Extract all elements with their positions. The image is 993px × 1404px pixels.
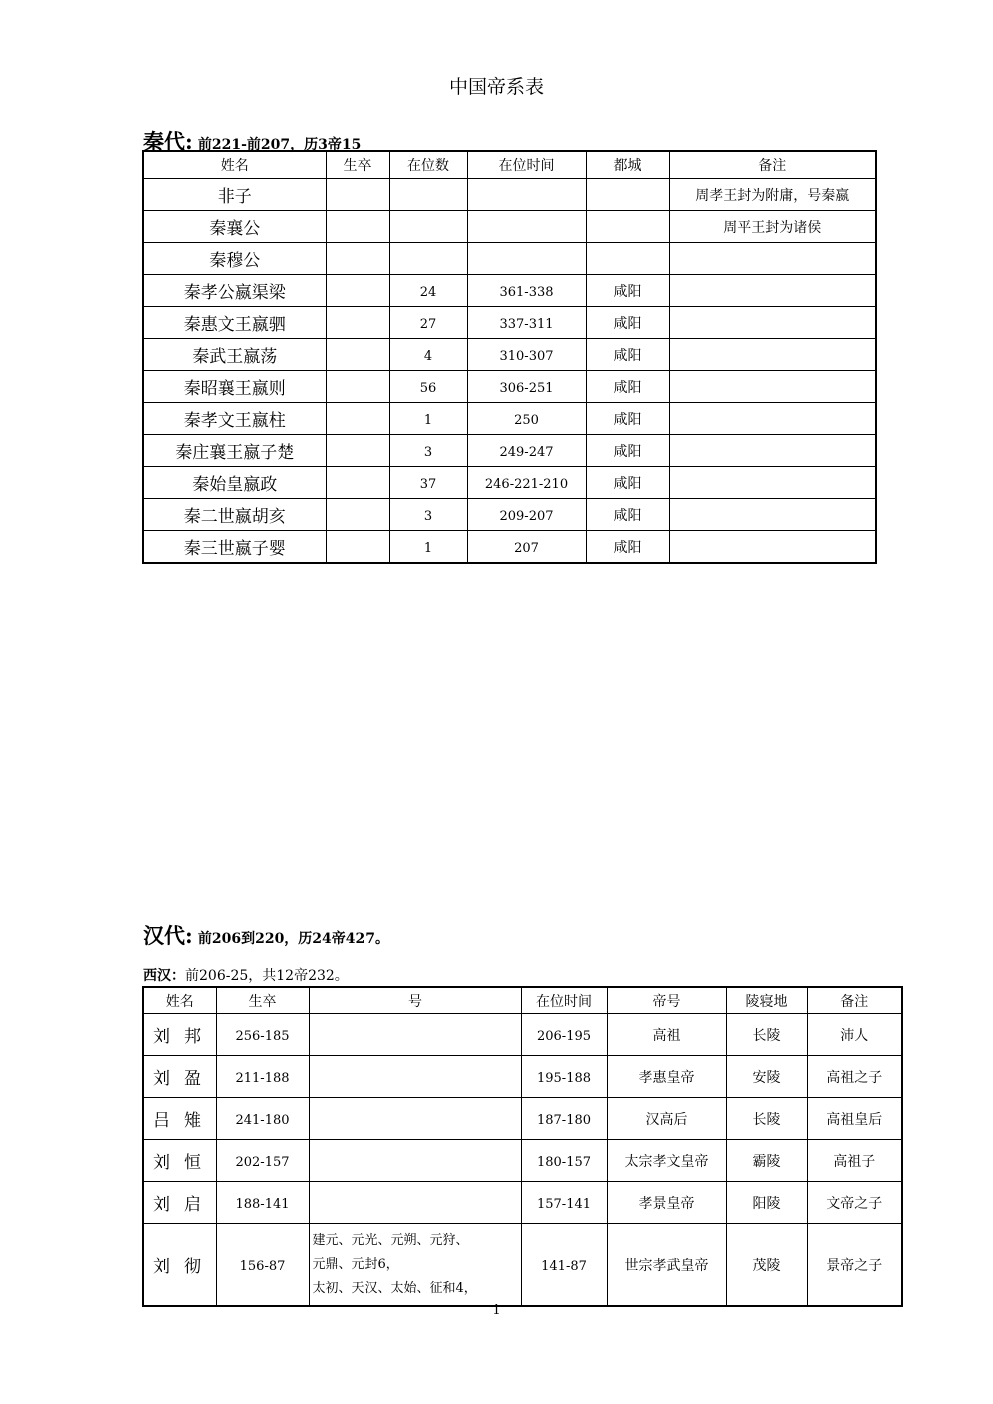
han-cell-title: 世宗孝武皇帝	[607, 1224, 726, 1307]
qin-cell-capital: 咸阳	[586, 403, 669, 435]
han-era-line: 元鼎、元封6，	[312, 1256, 399, 1272]
qin-cell-name: 秦穆公	[143, 243, 326, 275]
han-emperor-table	[142, 986, 903, 1307]
han-cell-note: 高祖之子	[807, 1056, 902, 1098]
han-cell-name: 刘彻	[143, 1224, 216, 1307]
qin-cell-name: 秦昭襄王嬴则	[143, 371, 326, 403]
qin-cell-name: 秦三世嬴子婴	[143, 531, 326, 564]
han-cell-note: 沛人	[807, 1014, 902, 1056]
qin-cell-name: 秦惠文王嬴驷	[143, 307, 326, 339]
han-cell-title: 孝景皇帝	[607, 1182, 726, 1224]
qin-cell-capital	[586, 243, 669, 275]
qin-table-row	[143, 371, 876, 403]
qin-cell-life	[326, 179, 389, 211]
han-cell-note: 景帝之子	[807, 1224, 902, 1307]
qin-cell-capital: 咸阳	[586, 307, 669, 339]
han-column-header: 在位时间	[521, 987, 607, 1014]
qin-cell-capital: 咸阳	[586, 467, 669, 499]
qin-cell-name: 秦庄襄王嬴子楚	[143, 435, 326, 467]
han-cell-period: 187-180	[521, 1098, 607, 1140]
qin-cell-life	[326, 403, 389, 435]
han-cell-period: 206-195	[521, 1014, 607, 1056]
qin-cell-period: 306-251	[467, 371, 586, 403]
han-cell-tomb: 茂陵	[726, 1224, 807, 1307]
han-cell-era	[309, 1140, 521, 1182]
qin-cell-note	[669, 243, 876, 275]
qin-cell-period	[467, 179, 586, 211]
qin-cell-life	[326, 499, 389, 531]
qin-cell-capital	[586, 211, 669, 243]
qin-table-row	[143, 243, 876, 275]
qin-table-row	[143, 211, 876, 243]
han-cell-period: 180-157	[521, 1140, 607, 1182]
han-cell-note: 高祖皇后	[807, 1098, 902, 1140]
han-era-line: 建元、元光、元朔、元狩、	[312, 1232, 469, 1248]
han-cell-title: 汉高后	[607, 1098, 726, 1140]
han-cell-tomb: 长陵	[726, 1014, 807, 1056]
qin-table-row	[143, 499, 876, 531]
qin-cell-years: 4	[389, 339, 467, 371]
han-cell-tomb: 安陵	[726, 1056, 807, 1098]
qin-column-header: 在位时间	[467, 151, 586, 179]
han-cell-period: 157-141	[521, 1182, 607, 1224]
han-cell-life: 211-188	[216, 1056, 309, 1098]
qin-cell-note	[669, 403, 876, 435]
qin-cell-note	[669, 531, 876, 564]
qin-cell-life	[326, 371, 389, 403]
qin-table-row	[143, 435, 876, 467]
qin-table-row	[143, 307, 876, 339]
qin-cell-life	[326, 243, 389, 275]
han-table-row	[143, 1098, 902, 1140]
han-cell-period: 141-87	[521, 1224, 607, 1307]
qin-cell-period: 249-247	[467, 435, 586, 467]
han-cell-title: 高祖	[607, 1014, 726, 1056]
han-heading-range: 前206到220，历24帝427。	[197, 931, 390, 947]
qin-cell-name: 秦孝公嬴渠梁	[143, 275, 326, 307]
han-column-header: 备注	[807, 987, 902, 1014]
han-column-header: 陵寝地	[726, 987, 807, 1014]
qin-cell-life	[326, 211, 389, 243]
qin-cell-note	[669, 435, 876, 467]
han-cell-life: 256-185	[216, 1014, 309, 1056]
qin-cell-note	[669, 275, 876, 307]
han-cell-note: 高祖子	[807, 1140, 902, 1182]
han-cell-life: 188-141	[216, 1182, 309, 1224]
qin-cell-name: 秦武王嬴荡	[143, 339, 326, 371]
qin-cell-life	[326, 435, 389, 467]
qin-column-header: 生卒	[326, 151, 389, 179]
han-table-row	[143, 1140, 902, 1182]
han-cell-life: 156-87	[216, 1224, 309, 1307]
han-cell-name: 刘盈	[143, 1056, 216, 1098]
qin-column-header: 姓名	[143, 151, 326, 179]
qin-table-row	[143, 467, 876, 499]
han-column-header: 号	[309, 987, 521, 1014]
han-cell-era	[309, 1224, 521, 1307]
qin-cell-note	[669, 371, 876, 403]
han-cell-title: 太宗孝文皇帝	[607, 1140, 726, 1182]
qin-cell-name: 秦二世嬴胡亥	[143, 499, 326, 531]
qin-cell-period: 337-311	[467, 307, 586, 339]
han-cell-name: 刘启	[143, 1182, 216, 1224]
western-han-subheading	[143, 965, 349, 985]
qin-cell-capital: 咸阳	[586, 371, 669, 403]
qin-cell-life	[326, 275, 389, 307]
han-column-header: 姓名	[143, 987, 216, 1014]
han-heading-label: 汉代:	[143, 923, 193, 948]
han-table-row	[143, 1224, 902, 1307]
han-cell-life: 241-180	[216, 1098, 309, 1140]
han-era-line: 太初、天汉、太始、征和4，	[312, 1280, 477, 1296]
han-cell-title: 孝惠皇帝	[607, 1056, 726, 1098]
han-column-header: 生卒	[216, 987, 309, 1014]
han-cell-life: 202-157	[216, 1140, 309, 1182]
qin-cell-note	[669, 499, 876, 531]
han-table-row	[143, 1014, 902, 1056]
han-cell-name: 刘邦	[143, 1014, 216, 1056]
qin-emperor-table	[142, 150, 877, 564]
qin-heading-range: 前221-前207，历3帝15	[197, 137, 362, 153]
qin-cell-years: 24	[389, 275, 467, 307]
qin-cell-years: 3	[389, 435, 467, 467]
qin-cell-years: 1	[389, 531, 467, 564]
qin-cell-note	[669, 307, 876, 339]
han-table-header	[143, 987, 902, 1014]
qin-table-row	[143, 339, 876, 371]
qin-cell-name: 秦始皇嬴政	[143, 467, 326, 499]
qin-cell-years: 1	[389, 403, 467, 435]
qin-cell-capital: 咸阳	[586, 339, 669, 371]
western-han-label: 西汉：	[143, 968, 185, 984]
han-cell-tomb: 阳陵	[726, 1182, 807, 1224]
qin-table-row	[143, 179, 876, 211]
qin-cell-period	[467, 243, 586, 275]
qin-cell-capital: 咸阳	[586, 275, 669, 307]
han-cell-note: 文帝之子	[807, 1182, 902, 1224]
qin-cell-note: 周孝王封为附庸，号秦嬴	[669, 179, 876, 211]
qin-table-row	[143, 275, 876, 307]
han-cell-tomb: 长陵	[726, 1098, 807, 1140]
qin-cell-capital: 咸阳	[586, 435, 669, 467]
qin-table-row	[143, 403, 876, 435]
han-cell-tomb: 霸陵	[726, 1140, 807, 1182]
qin-cell-period: 207	[467, 531, 586, 564]
han-cell-period: 195-188	[521, 1056, 607, 1098]
han-cell-era	[309, 1098, 521, 1140]
han-heading	[143, 920, 389, 950]
han-cell-era	[309, 1014, 521, 1056]
qin-table-header	[143, 151, 876, 179]
han-table-row	[143, 1182, 902, 1224]
qin-cell-capital	[586, 179, 669, 211]
qin-cell-years	[389, 211, 467, 243]
qin-cell-years: 27	[389, 307, 467, 339]
han-cell-era	[309, 1056, 521, 1098]
qin-cell-period: 246-221-210	[467, 467, 586, 499]
qin-cell-note	[669, 339, 876, 371]
qin-cell-note	[669, 467, 876, 499]
qin-cell-years	[389, 179, 467, 211]
qin-cell-life	[326, 467, 389, 499]
western-han-range: 前206-25，共12帝232。	[185, 968, 349, 984]
han-cell-name: 吕雉	[143, 1098, 216, 1140]
qin-column-header: 备注	[669, 151, 876, 179]
qin-cell-years	[389, 243, 467, 275]
han-cell-name: 刘恒	[143, 1140, 216, 1182]
qin-column-header: 在位数	[389, 151, 467, 179]
qin-cell-life	[326, 531, 389, 564]
qin-table-row	[143, 531, 876, 564]
han-cell-era	[309, 1182, 521, 1224]
qin-cell-name: 非子	[143, 179, 326, 211]
han-table-row	[143, 1056, 902, 1098]
qin-cell-life	[326, 339, 389, 371]
qin-cell-years: 3	[389, 499, 467, 531]
page-number: 1	[492, 1303, 501, 1318]
qin-cell-name: 秦孝文王嬴柱	[143, 403, 326, 435]
han-column-header: 帝号	[607, 987, 726, 1014]
qin-cell-capital: 咸阳	[586, 531, 669, 564]
qin-cell-years: 37	[389, 467, 467, 499]
qin-cell-period: 250	[467, 403, 586, 435]
qin-cell-period: 310-307	[467, 339, 586, 371]
qin-cell-capital: 咸阳	[586, 499, 669, 531]
page-title: 中国帝系表	[448, 76, 544, 98]
qin-cell-period	[467, 211, 586, 243]
qin-heading-label: 秦代:	[143, 129, 193, 154]
qin-cell-note: 周平王封为诸侯	[669, 211, 876, 243]
qin-cell-period: 209-207	[467, 499, 586, 531]
qin-column-header: 都城	[586, 151, 669, 179]
qin-cell-period: 361-338	[467, 275, 586, 307]
qin-cell-name: 秦襄公	[143, 211, 326, 243]
qin-cell-years: 56	[389, 371, 467, 403]
qin-cell-life	[326, 307, 389, 339]
